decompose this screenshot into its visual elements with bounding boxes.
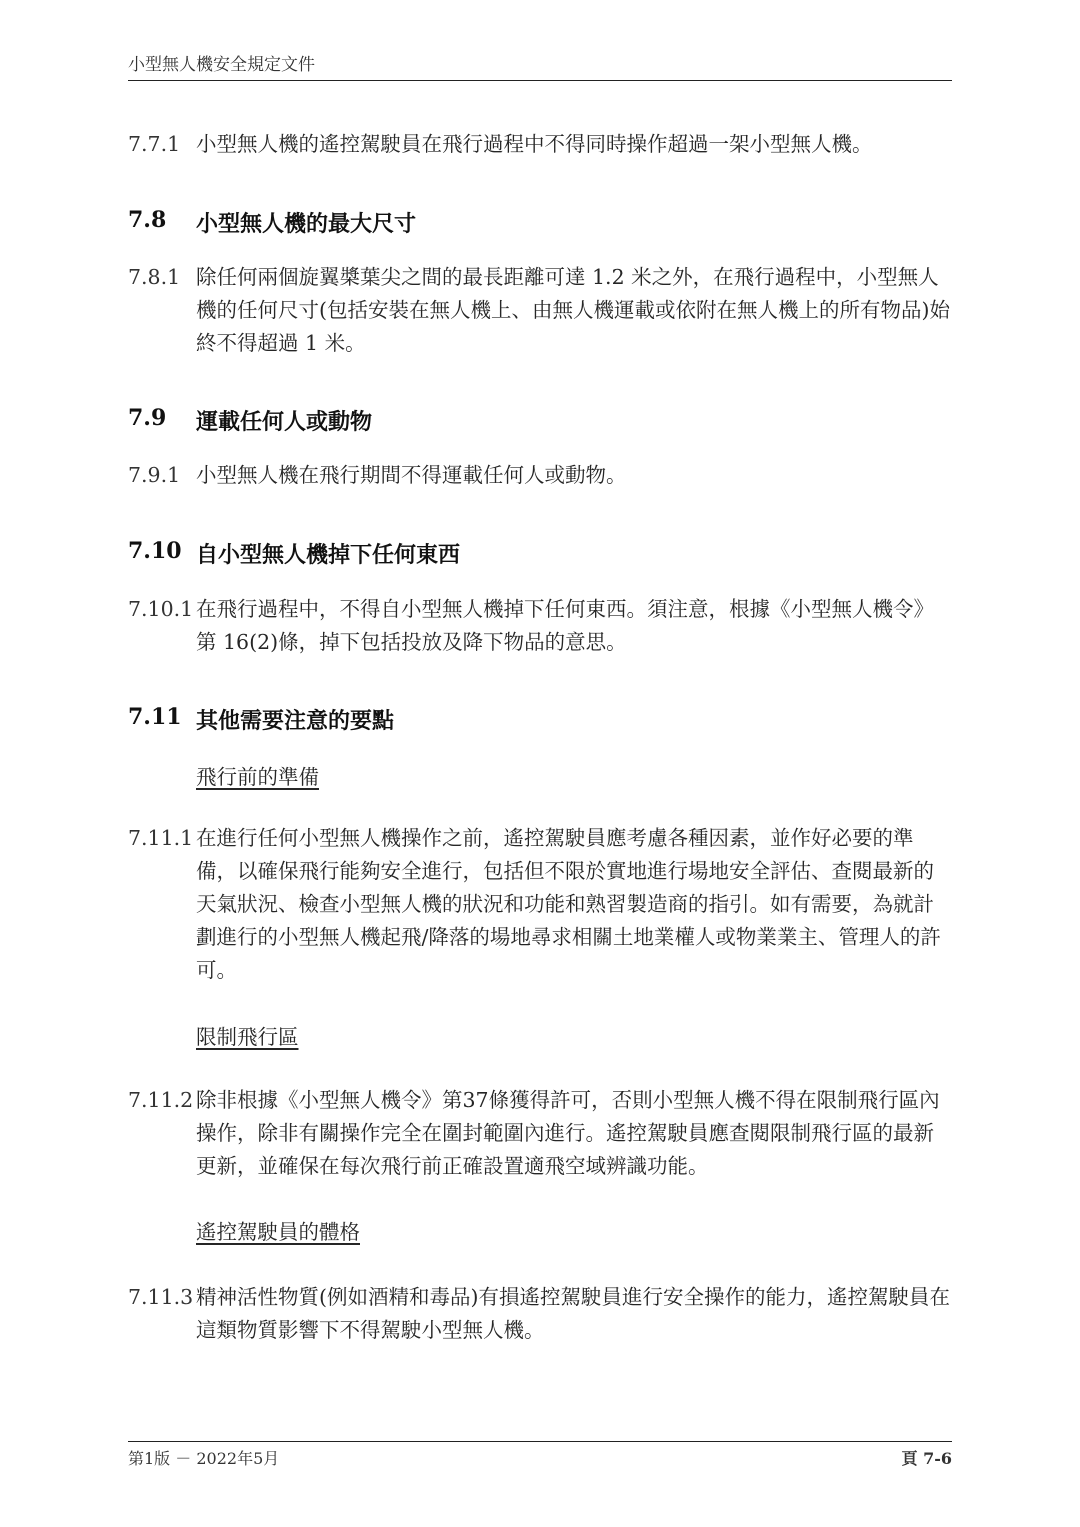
paragraph-number: 7.10.1 [128,597,194,621]
paragraph-text: 在飛行過程中，不得自小型無人機掉下任何東西。須注意，根據《小型無人機令》第 16(2)條，掉下包括投放及降下物品的意思。 [196,597,934,654]
footer-page-number: 頁 7-6 [901,1449,952,1468]
section-number: 7.8 [128,207,167,233]
section-number: 7.11 [128,704,182,730]
paragraph-number: 7.11.2 [128,1088,194,1112]
section-title: 小型無人機的最大尺寸 [196,211,417,237]
paragraph-number: 7.7.1 [128,132,181,156]
paragraph-text: 小型無人機在飛行期間不得運載任何人或動物。 [196,463,627,487]
footer-divider [128,1441,952,1442]
paragraph-text: 除非根據《小型無人機令》第37條獲得許可，否則小型無人機不得在限制飛行區內操作，除非有關操作完全在圍封範圍內進行。遙控駕駛員應查閱限制飛行區的最新更新，並確保在每次飛行前正確設置適飛空域辨識功能。 [196,1088,940,1178]
section-number: 7.9 [128,405,167,431]
paragraph-7-8-1 [128,261,952,360]
section-number: 7.10 [128,538,182,564]
paragraph-7-11-2 [128,1084,952,1183]
footer-edition: 第1版 － 2022年5月 [128,1449,280,1468]
paragraph-number: 7.9.1 [128,463,181,487]
paragraph-7-11-3 [128,1281,952,1347]
paragraph-number: 7.11.1 [128,826,194,850]
section-heading-7-10 [128,538,952,569]
paragraph-text: 精神活性物質(例如酒精和毒品)有損遙控駕駛員進行安全操作的能力，遙控駕駛員在這類物質影響下不得駕駛小型無人機。 [196,1285,950,1342]
paragraph-7-9-1 [128,459,952,492]
paragraph-number: 7.8.1 [128,265,181,289]
section-title: 其他需要注意的要點 [196,708,395,734]
paragraph-text: 除任何兩個旋翼槳葉尖之間的最長距離可達 1.2 米之外，在飛行過程中，小型無人機的任何尺寸(包括安裝在無人機上、由無人機運載或依附在無人機上的所有物品)始終不得超過 1 米。 [196,265,950,355]
paragraph-text: 在進行任何小型無人機操作之前，遙控駕駛員應考慮各種因素，並作好必要的準備，以確保飛行能夠安全進行，包括但不限於實地進行場地安全評估、查閱最新的天氣狀況、檢查小型無人機的狀況和功能和熟習製造商的指引。如有需要，為就計劃進行的小型無人機起飛/降落的場地尋求相關土地業權人或物業業主、管理人的許可。 [196,826,941,982]
paragraph-text: 小型無人機的遙控駕駛員在飛行過程中不得同時操作超過一架小型無人機。 [196,132,873,156]
paragraph-7-7-1 [128,128,952,161]
subheading-restricted-flying-zone: 限制飛行區 [196,1025,299,1049]
section-heading-7-11 [128,704,952,735]
document-header-title: 小型無人機安全規定文件 [128,55,315,75]
section-title: 自小型無人機掉下任何東西 [196,542,461,568]
paragraph-number: 7.11.3 [128,1285,194,1309]
section-heading-7-8 [128,207,952,238]
subheading-preflight-preparation: 飛行前的準備 [196,765,319,789]
section-heading-7-9 [128,405,952,436]
header-divider [128,80,952,81]
paragraph-7-11-1 [128,822,952,987]
subheading-pilot-fitness: 遙控駕駛員的體格 [196,1220,360,1244]
paragraph-7-10-1 [128,593,952,659]
section-title: 運載任何人或動物 [196,409,373,435]
